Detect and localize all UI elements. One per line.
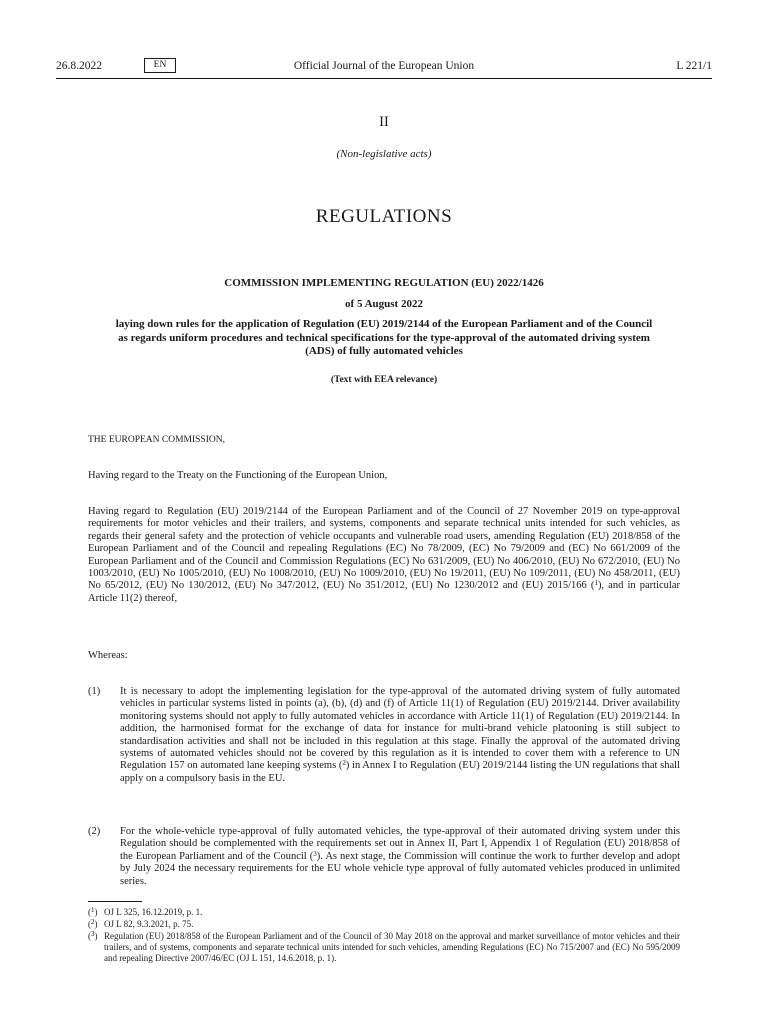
- commission-line: THE EUROPEAN COMMISSION,: [88, 435, 225, 445]
- part-subtitle: (Non-legislative acts): [336, 148, 432, 160]
- journal-header: [56, 60, 712, 78]
- footnote-text: OJ L 82, 9.3.2021, p. 75.: [104, 919, 194, 929]
- recital-text: [120, 686, 680, 785]
- publication-date: 26.8.2022: [56, 60, 102, 72]
- recital-text-part: ) in Annex I to Regulation (EU) 2019/2144 listing the UN regulations that shall apply on a compulsory basis in the EU.: [120, 760, 680, 784]
- regulation-citation: [88, 506, 680, 605]
- recital-text-part: It is necessary to adopt the implementing legislation for the type-approval of the automated driving system of fully automated vehicles in particular systems listed in points (a), (b), (d) and (f) of Article 11(1) of Regulation (EU) 2019/2144. Driver availability monitoring systems should not apply to fully automated vehicles in accordance with Article 11(1) of Regulation (EU) 2019/2144. In addition, the harmonised format for the exchange of data for instance for multi-brand vehicle platooning is still subject to standardisation activities and shall not be included in this regulation at this stage. Finally the approval of the automated driving systems of automated vehicles should not be covered by this regulation as it is intended to cover them with a reference to UN Regulation 157 on automated lane keeping systems (: [120, 686, 680, 772]
- footnote-number: ($^1$): [88, 906, 98, 917]
- section-heading: REGULATIONS: [315, 206, 453, 227]
- citation-text: Having regard to Regulation (EU) 2019/2144 of the European Parliament and of the Council of 27 November 2019 on type-approval requirements for motor vehicles and their trailers, and systems, components and separate technical units intended for such vehicles, as regards their general safety and the protection of vehicle occupants and vulnerable road users, amending Regulation (EU) 2018/858 of the European Parliament and of the Council and repealing Regulations (EC) No 78/2009, (EC) No 79/2009 and (EC) No 661/2009 of the European Parliament and of the Council and Commission Regulations (EC) No 631/2009, (EU) No 406/2010, (EU) No 672/2010, (EU) No 1003/2010, (EU) No 1005/2010, (EU) No 1008/2010, (EU) No 1009/2010, (EU) No 19/2011, (EU) No 109/2011, (EU) No 458/2011, (EU) No 65/2012, (EU) No 130/2012, (EU) No 347/2012, (EU) No 351/2012, (EU) No 1230/2012 and (EU) 2015/166 (: [88, 506, 680, 592]
- whereas-heading: Whereas:: [88, 650, 128, 661]
- footnote-number: ($^3$): [88, 930, 98, 941]
- regulation-date: of 5 August 2022: [345, 298, 423, 310]
- footnote-text: Regulation (EU) 2018/858 of the European Parliament and of the Council of 30 May 2018 on the approval and market surveillance of motor vehicles and their trailers, and of systems, components and separate technical units intended for such vehicles, amending Regulations (EC) No 715/2007 and (EC) No 595/2009 and repealing Directive 2007/46/EC (OJ L 151, 14.6.2018, p. 1).: [104, 931, 680, 963]
- header-divider: [56, 78, 712, 79]
- recital-number: (1): [88, 686, 101, 697]
- eea-relevance: (Text with EEA relevance): [330, 375, 438, 385]
- journal-title: Official Journal of the European Union: [293, 60, 475, 72]
- part-number: II: [379, 114, 389, 130]
- footnote-ref-1[interactable]: 1: [594, 579, 598, 588]
- footnote-ref-3[interactable]: 3: [313, 849, 317, 858]
- recital-number: (2): [88, 826, 101, 837]
- regulation-subject: laying down rules for the application of Regulation (EU) 2019/2144 of the European Parliament and of the Council as regards uniform procedures and technical specifications for the type-approval of the automated driving system (ADS) of fully automated vehicles: [115, 318, 653, 357]
- regulation-title: COMMISSION IMPLEMENTING REGULATION (EU) 2022/1426: [224, 277, 544, 289]
- treaty-citation: Having regard to the Treaty on the Functioning of the European Union,: [88, 470, 388, 481]
- recital-text: [120, 826, 680, 888]
- footnote-text: OJ L 325, 16.12.2019, p. 1.: [104, 907, 203, 917]
- journal-reference: L 221/1: [676, 60, 712, 72]
- footnote-ref-2[interactable]: 2: [342, 759, 346, 768]
- footnote-number: ($^2$): [88, 918, 98, 929]
- recital-text-part: For the whole-vehicle type-approval of fully automated vehicles, the type-approval of their automated driving system under this Regulation should be complemented with the requirements set out in Annex II, Part I, Appendix 1 of Regulation (EU) 2018/858 of the European Parliament and of the Council (: [120, 826, 680, 862]
- citation-end: ), and in particular Article 11(2) thereof,: [88, 580, 680, 604]
- language-badge: EN: [144, 58, 176, 73]
- footnote-divider: [88, 901, 142, 902]
- recital-text-part: ). As next stage, the Commission will continue the work to further develop and adopt by July 2024 the necessary requirements for the EU whole vehicle type approval of fully automated vehicles produced in unlimited series.: [120, 850, 680, 887]
